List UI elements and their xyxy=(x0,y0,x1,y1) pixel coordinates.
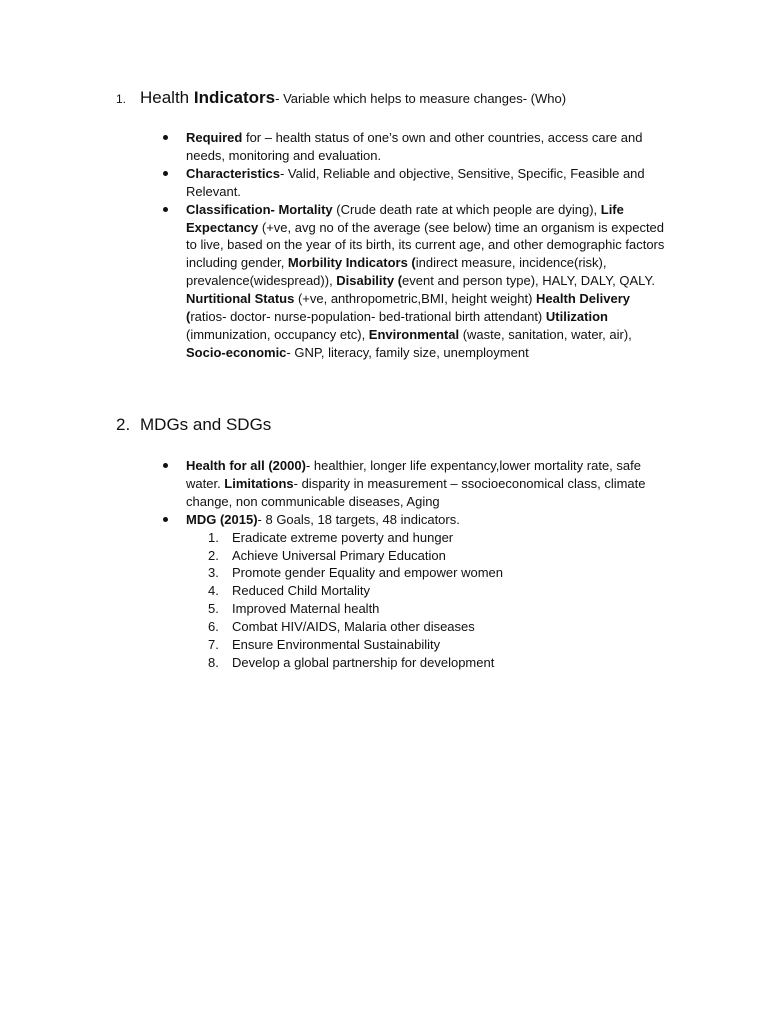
list-item xyxy=(160,511,672,672)
bold-term: Health for all (2000) xyxy=(186,458,306,473)
item-text: - 8 Goals, 18 targets, 48 indicators. xyxy=(257,511,460,527)
goal-number: 7. xyxy=(208,637,219,653)
goal-text: Eradicate extreme poverty and hunger xyxy=(232,529,454,545)
item-text: ratios- doctor- nurse-population- bed-trational birth attendant) xyxy=(190,309,546,325)
item-text: - disparity in measurement – ssocioeconomical class, climate change, non communicable diseases, Aging xyxy=(186,475,646,509)
bold-term: Classification- Mortality xyxy=(186,201,333,217)
bullet-icon xyxy=(163,207,168,212)
goal-number: 4. xyxy=(208,583,219,599)
goal-text: Reduced Child Mortality xyxy=(232,583,371,599)
bold-term: Life Expectancy xyxy=(186,201,624,235)
item-text: for – health status of one’s own and other countries, access care and needs, monitoring and evaluation. xyxy=(186,130,643,163)
goal-number: 5. xyxy=(208,601,219,617)
bold-term: Nurtitional Status xyxy=(186,291,295,307)
section-title-rest: - Variable which helps to measure changes- (Who) xyxy=(275,91,567,106)
bold-term: Morbility Indicators ( xyxy=(287,255,416,271)
bullet-list xyxy=(160,457,672,672)
item-text: (immunization, occupancy etc), xyxy=(186,326,369,342)
item-text: (+ve, anthropometric,BMI, height weight) xyxy=(294,291,537,307)
goal-item xyxy=(208,636,672,654)
goal-number: 1. xyxy=(208,529,219,545)
goal-text: Achieve Universal Primary Education xyxy=(232,547,446,563)
section-number: 1. xyxy=(116,92,127,106)
goal-item xyxy=(208,600,672,618)
goal-number: 8. xyxy=(208,654,219,670)
item-text: indirect measure, incidence(risk), prevalence(widespread)), xyxy=(186,255,607,289)
bullet-icon xyxy=(163,517,168,522)
section-number: 2. xyxy=(116,415,131,434)
bold-term: Characteristics xyxy=(186,165,280,181)
item-text: - Valid, Reliable and objective, Sensitive, Specific, Feasible and Relevant. xyxy=(186,165,645,199)
item-text: (+ve, avg no of the average (see below) time an organism is expected to live, based on the year of its birth, its current age, and other demographic factors including gender, xyxy=(186,219,665,271)
bold-term: Health Delivery ( xyxy=(186,291,630,325)
bold-term: Required xyxy=(186,130,243,145)
bullet-icon xyxy=(163,463,168,468)
goal-item xyxy=(208,654,672,672)
list-item xyxy=(160,457,672,511)
goal-text: Combat HIV/AIDS, Malaria other diseases xyxy=(232,619,475,635)
bullet-icon xyxy=(163,171,168,176)
goal-item xyxy=(208,618,672,636)
goals-list xyxy=(208,529,672,672)
bold-term: MDG (2015) xyxy=(186,511,258,527)
bold-term: Socio-economic xyxy=(186,344,287,360)
item-text: - GNP, literacy, family size, unemployment xyxy=(286,344,529,360)
goal-text: Ensure Environmental Sustainability xyxy=(232,637,441,653)
goal-number: 6. xyxy=(208,619,219,635)
section-title-bold: Indicators xyxy=(193,88,276,107)
item-text: (waste, sanitation, water, air), xyxy=(459,326,632,342)
section-heading xyxy=(116,415,271,435)
goal-text: Develop a global partnership for development xyxy=(232,654,495,670)
list-item xyxy=(160,129,672,165)
bold-term: Environmental xyxy=(368,326,460,342)
goal-text: Promote gender Equality and empower women xyxy=(232,565,503,581)
goal-item xyxy=(208,547,672,565)
goal-item xyxy=(208,529,672,547)
bullet-icon xyxy=(163,135,168,140)
goal-item xyxy=(208,582,672,600)
goal-item xyxy=(208,564,672,582)
section-title: MDGs and SDGs xyxy=(140,415,272,434)
bold-term: Limitations xyxy=(224,475,294,491)
goal-number: 2. xyxy=(208,547,219,563)
section-heading xyxy=(116,88,566,108)
bullet-list xyxy=(160,129,672,362)
item-text: - healthier, longer life expentancy,lower mortality rate, safe water. xyxy=(186,458,641,491)
item-text: (Crude death rate at which people are dying), xyxy=(332,201,601,217)
item-text: event and person type), HALY, DALY, QALY. xyxy=(402,273,655,289)
list-item xyxy=(160,201,672,362)
section-title: Health xyxy=(140,88,194,107)
goal-text: Improved Maternal health xyxy=(232,601,380,617)
list-item xyxy=(160,165,672,201)
bold-term: Utilization xyxy=(545,309,608,325)
goal-number: 3. xyxy=(208,565,219,581)
bold-term: Disability ( xyxy=(336,273,403,289)
